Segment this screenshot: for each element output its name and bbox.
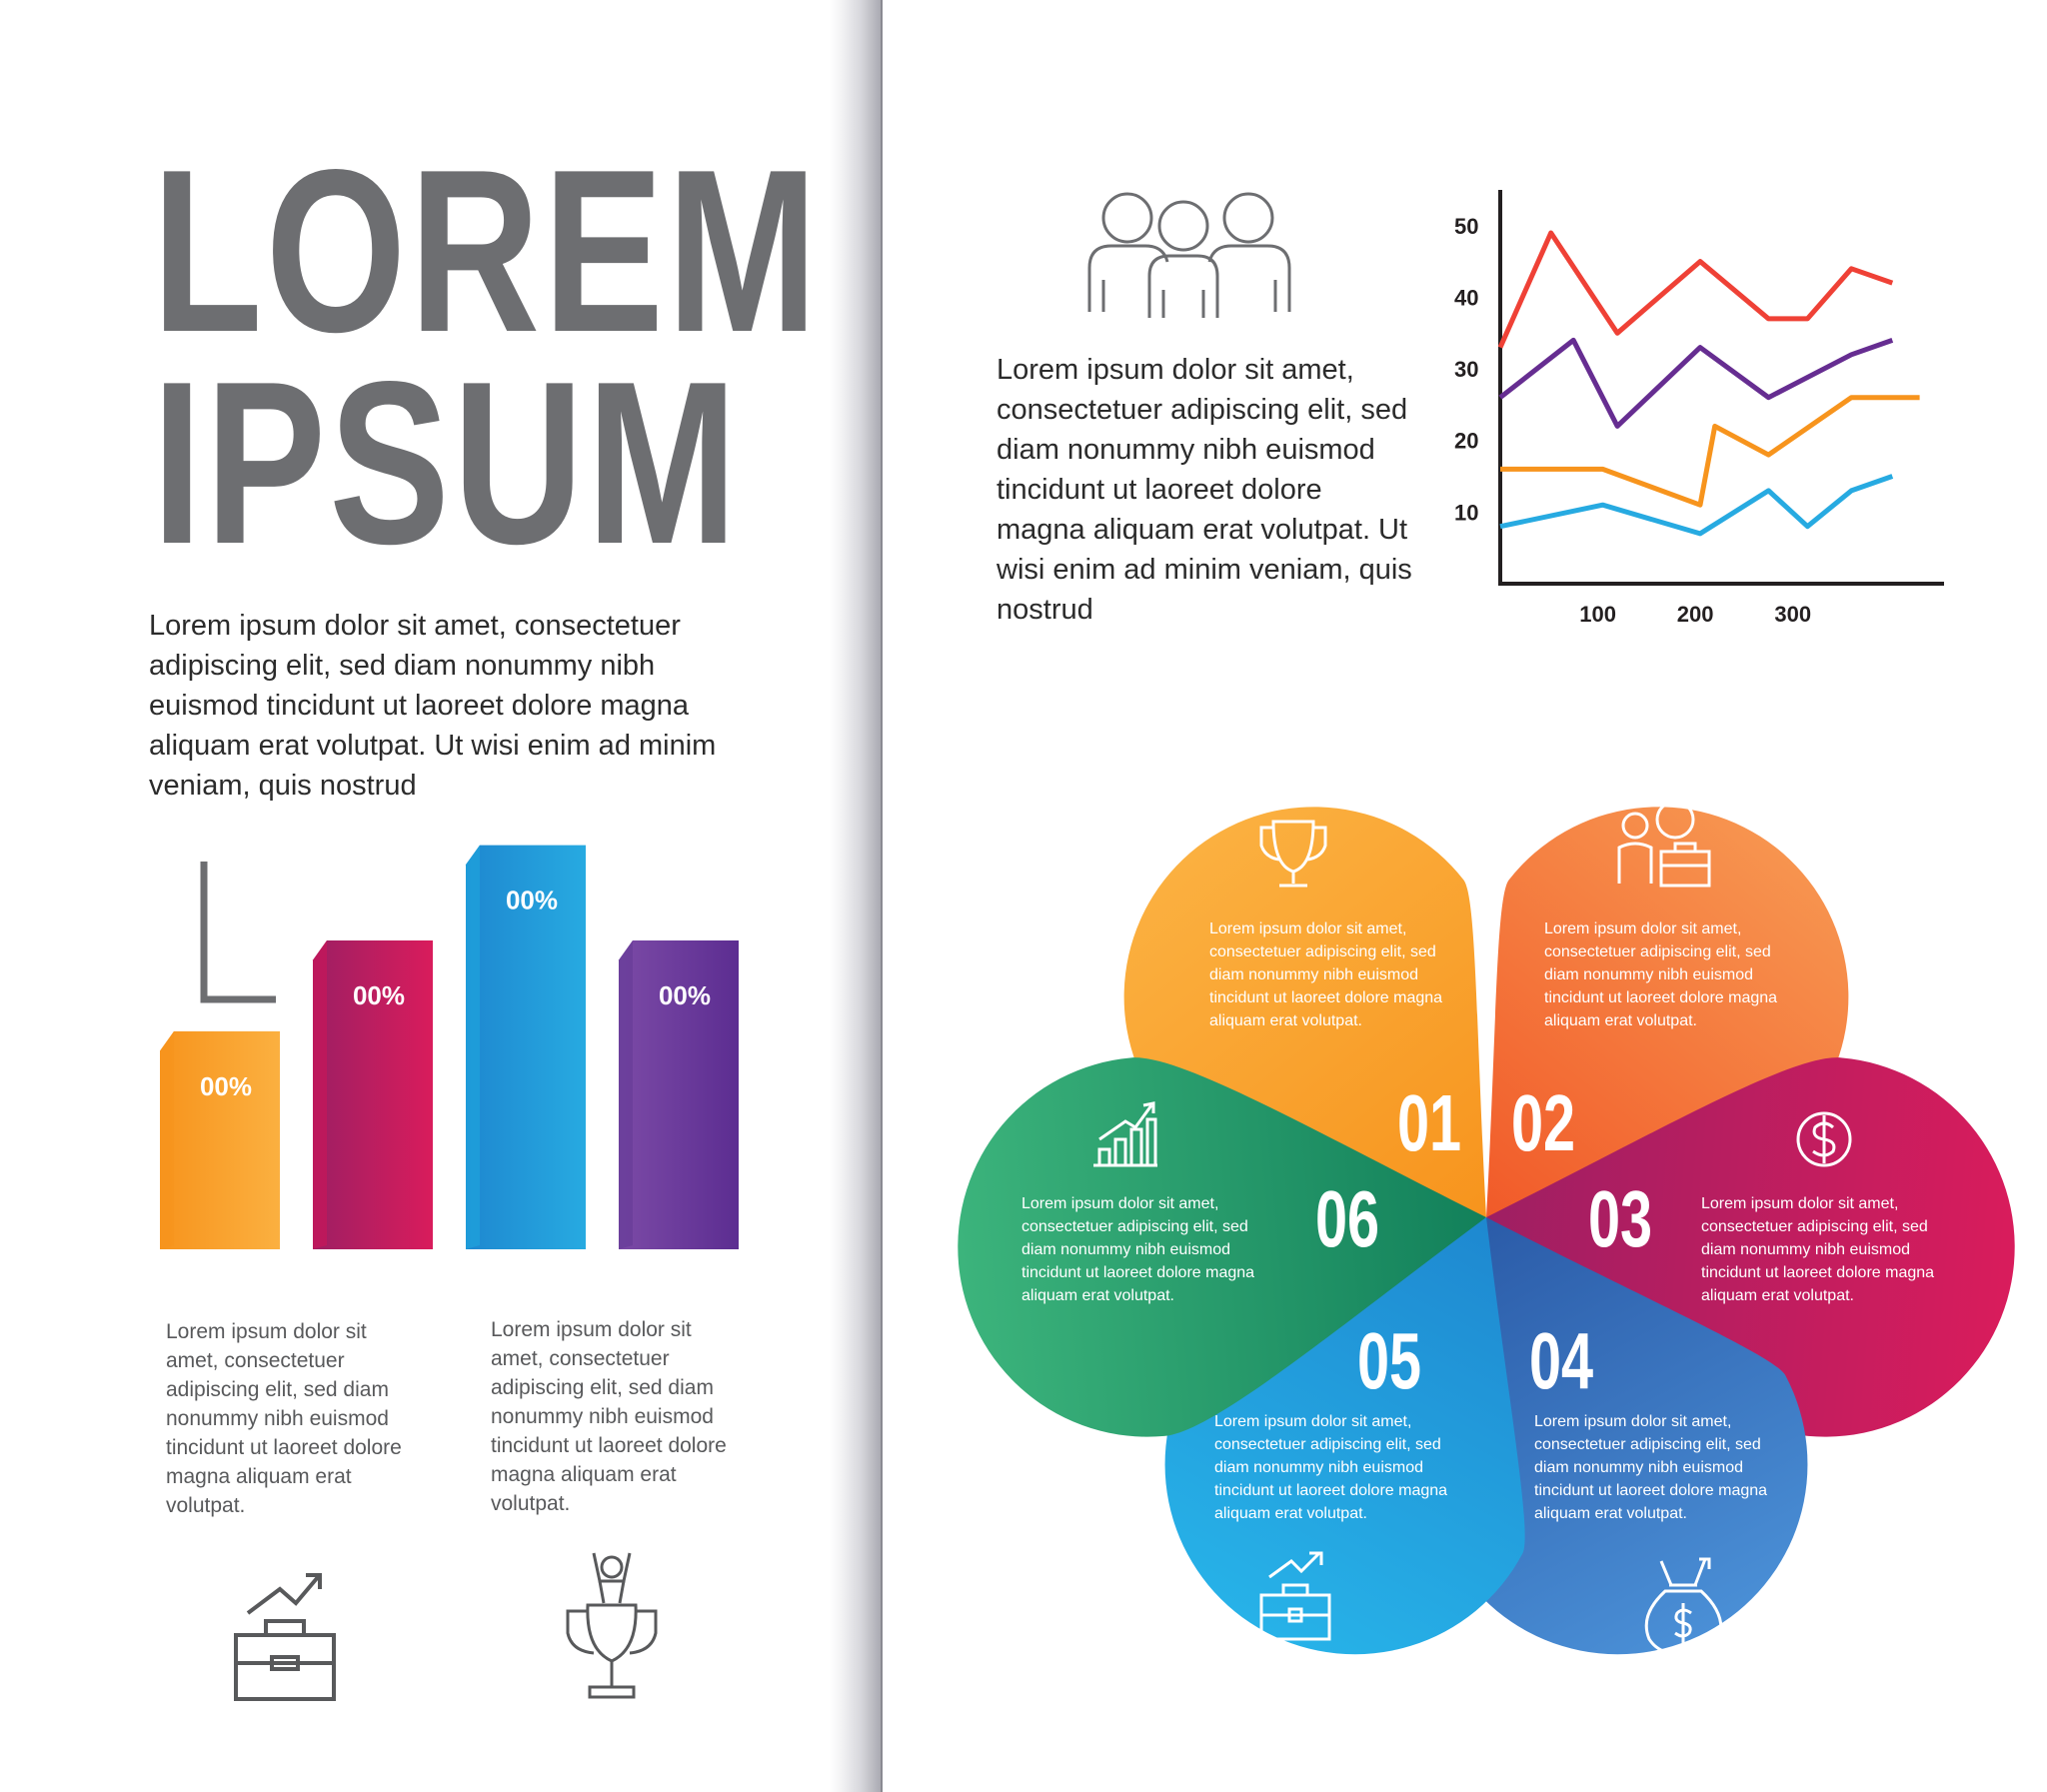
- petal-number-04: 04: [1529, 1316, 1594, 1405]
- bar-label-3: 00%: [505, 885, 559, 915]
- petal-number-06: 06: [1315, 1174, 1380, 1263]
- petal-number-02: 02: [1511, 1078, 1576, 1167]
- x-tick-label: 100: [1579, 602, 1616, 627]
- bar-chart-axis: [204, 862, 276, 999]
- petal-number-01: 01: [1397, 1078, 1462, 1167]
- y-tick-label: 10: [1454, 500, 1479, 526]
- x-tick-label: 300: [1774, 602, 1812, 627]
- team-icon: [1089, 194, 1289, 318]
- bar-label-4: 00%: [658, 980, 712, 1011]
- petal-text-03: Lorem ipsum dolor sit amet, consectetuer adipiscing elit, sed diam nonummy nibh euismod tincidunt ut laoreet dolore magna aliquam erat volutpat.: [1701, 1195, 1935, 1304]
- y-tick-label: 30: [1454, 357, 1479, 383]
- bar-side-2: [313, 940, 327, 1249]
- bar-label-2: 00%: [352, 980, 406, 1011]
- title-line-1: LOREM: [152, 122, 822, 381]
- bar-side-3: [466, 846, 480, 1249]
- team-paragraph: Lorem ipsum dolor sit amet, consectetuer adipiscing elit, sed diam nonummy nibh euismod tincidunt ut laoreet dolore magna aliquam erat volutpat. Ut wisi enim ad minim veniam, quis nostrud: [997, 354, 1412, 626]
- bar-side-4: [619, 940, 633, 1249]
- line-chart-axes: [1500, 190, 1944, 584]
- title-line-2: IPSUM: [152, 334, 741, 593]
- petal-number-05: 05: [1357, 1316, 1422, 1405]
- petal-text-04: Lorem ipsum dolor sit amet, consectetuer adipiscing elit, sed diam nonummy nibh euismod tincidunt ut laoreet dolore magna aliquam erat volutpat.: [1534, 1413, 1768, 1522]
- petal-number-03: 03: [1588, 1174, 1653, 1263]
- bar-label-1: 00%: [199, 1070, 253, 1101]
- bar-chart: [160, 846, 739, 1249]
- briefcase-growth-icon: [236, 1575, 334, 1699]
- y-tick-label: 40: [1454, 285, 1479, 311]
- x-tick-label: 200: [1676, 602, 1714, 627]
- petal-text-02: Lorem ipsum dolor sit amet, consectetuer adipiscing elit, sed diam nonummy nibh euismod tincidunt ut laoreet dolore magna aliquam erat volutpat.: [1544, 920, 1778, 1029]
- line-chart: [1454, 190, 1944, 627]
- y-tick-label: 50: [1454, 213, 1479, 239]
- caption-right: Lorem ipsum dolor sit amet, consectetuer adipiscing elit, sed diam nonummy nibh euismod tincidunt ut laoreet dolore magna aliquam erat volutpat.: [491, 1318, 727, 1515]
- bar-1: [160, 1031, 280, 1249]
- bar-side-1: [160, 1031, 174, 1249]
- line-series-1: [1500, 233, 1892, 348]
- y-tick-label: 20: [1454, 428, 1479, 454]
- petal-text-05: Lorem ipsum dolor sit amet, consectetuer adipiscing elit, sed diam nonummy nibh euismod tincidunt ut laoreet dolore magna aliquam erat volutpat.: [1214, 1413, 1448, 1522]
- intro-paragraph: Lorem ipsum dolor sit amet, consectetuer adipiscing elit, sed diam nonummy nibh euismod tincidunt ut laoreet dolore magna aliquam erat volutpat. Ut wisi enim ad minim veniam, quis nostrud: [149, 610, 717, 802]
- petal-text-06: Lorem ipsum dolor sit amet, consectetuer adipiscing elit, sed diam nonummy nibh euismod tincidunt ut laoreet dolore magna aliquam erat volutpat.: [1022, 1195, 1255, 1304]
- caption-left: Lorem ipsum dolor sit amet, consectetuer adipiscing elit, sed diam nonummy nibh euismod tincidunt ut laoreet dolore magna aliquam erat volutpat.: [166, 1320, 402, 1517]
- trophy-person-icon: [568, 1553, 656, 1697]
- petal-text-01: Lorem ipsum dolor sit amet, consectetuer adipiscing elit, sed diam nonummy nibh euismod tincidunt ut laoreet dolore magna aliquam erat volutpat.: [1209, 920, 1443, 1029]
- line-series-2: [1500, 340, 1892, 426]
